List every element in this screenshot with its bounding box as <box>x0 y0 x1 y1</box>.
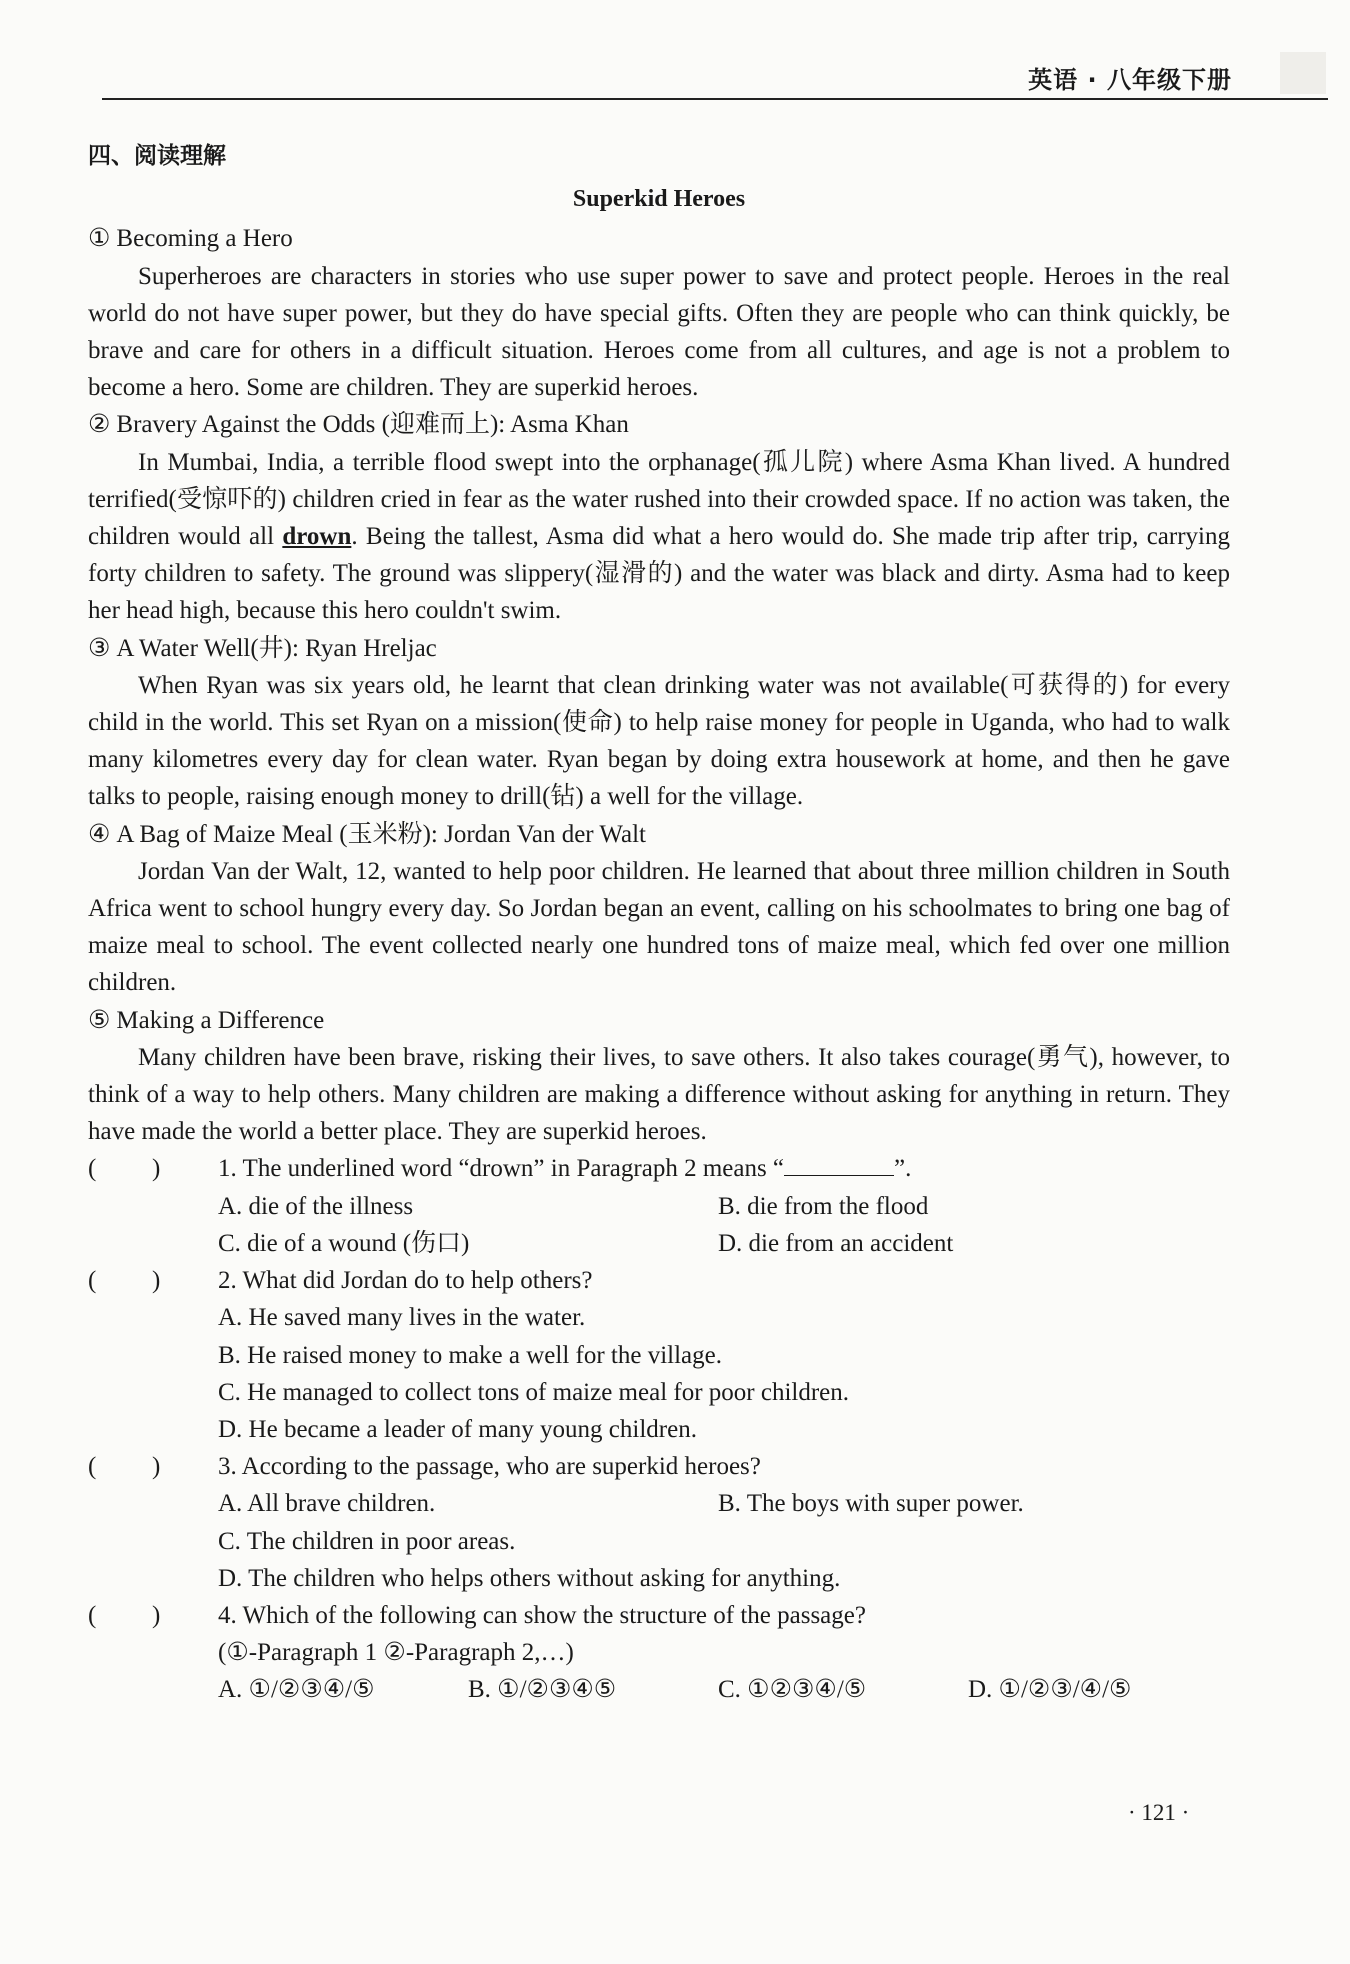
options <box>218 1188 1230 1262</box>
paragraph-1-text: Superheroes are characters in stories who use super power to save and protect people. Heroes in the real world do not have super power, but they do have special gifts. Often they are people who can think quickly, be brave and care for others in a difficult situation. Heroes come from all cultures, and age is not a problem to become a hero. Some are children. They are superkid heroes. <box>88 262 1230 402</box>
fill-in-blank <box>784 1153 894 1176</box>
paragraph-heading-text: Becoming a Hero <box>116 225 293 253</box>
option-c: C. He managed to collect tons of maize meal for poor children. <box>218 1378 850 1406</box>
article-title: Superkid Heroes <box>572 186 746 213</box>
option-c: C. die of a wound (伤口) <box>218 1229 470 1257</box>
option-b: B. The boys with super power. <box>718 1490 1024 1518</box>
option-a: A. die of the illness <box>218 1192 414 1220</box>
paragraph-heading-text: A Water Well(井): Ryan Hreljac <box>116 634 437 662</box>
paragraph-number: ① <box>88 225 111 253</box>
page-edge-mark <box>1280 52 1326 94</box>
question-stem: 1. The underlined word “drown” in Paragraph 2 means “ ”. <box>218 1155 912 1183</box>
page-number: · 121 · <box>1128 1800 1190 1825</box>
options <box>218 1485 1230 1597</box>
page-content <box>88 138 1230 1709</box>
option-c: C. ①②③④/⑤ <box>718 1676 867 1704</box>
option-d: D. He became a leader of many young children. <box>218 1415 697 1443</box>
question-3: ( ) 3. According to the passage, who are superkid heroes? A. All brave children. B. The boys with super power. C. The children in poor areas. D. The children who helps others without asking for anything. <box>88 1448 1230 1597</box>
question-stem: 2. What did Jordan do to help others? <box>218 1267 593 1295</box>
book-header-title: 英语 · 八年级下册 <box>1028 66 1232 94</box>
option-d: D. die from an accident <box>718 1229 954 1257</box>
paragraph-2-text <box>88 444 1230 630</box>
option-b: B. He raised money to make a well for the village. <box>218 1341 723 1369</box>
paragraph-heading-text: Making a Difference <box>116 1006 325 1034</box>
option-d: D. ①/②③/④/⑤ <box>968 1676 1132 1704</box>
section-heading: 四、阅读理解 <box>88 143 226 169</box>
paragraph-number: ④ <box>88 820 111 848</box>
question-stem: 4. Which of the following can show the structure of the passage? <box>218 1601 866 1629</box>
option-a: A. ①/②③④/⑤ <box>218 1676 375 1704</box>
paragraph-heading-text: Bravery Against the Odds (迎难而上): Asma Khan <box>116 411 629 439</box>
option-b: B. ①/②③④⑤ <box>468 1676 617 1704</box>
paragraph-2-text-before: In Mumbai, India, a terrible flood swept into the orphanage(孤儿院) where Asma Khan lived. A hundred terrified(受惊吓的) children cried in fear as the water rushed into their crowded space. If no action was taken, the children would all <box>88 448 1230 551</box>
question-1: ( ) 1. The underlined word “drown” in Paragraph 2 means “ ”. A. die of the illness B. die from the flood C. die of a wound (伤口) D. die from an accident <box>88 1150 1230 1262</box>
underlined-word: drown <box>282 523 352 551</box>
options <box>218 1299 1230 1448</box>
paragraph-heading-4 <box>88 816 1230 853</box>
paragraph-4-text: Jordan Van der Walt, 12, wanted to help poor children. He learned that about three million children in South Africa went to school hungry every day. So Jordan began an event, calling on his schoolmates to bring one bag of maize meal to school. The event collected nearly one hundred tons of maize meal, which fed over one million children. <box>88 857 1230 997</box>
paragraph-heading-text: A Bag of Maize Meal (玉米粉): Jordan Van der Walt <box>116 820 646 848</box>
paragraph-number: ② <box>88 411 111 439</box>
option-d: D. The children who helps others without asking for anything. <box>218 1564 841 1592</box>
question-stem: 3. According to the passage, who are superkid heroes? <box>218 1453 761 1481</box>
header-rule <box>102 98 1328 100</box>
paragraph-heading-1 <box>88 220 1230 257</box>
option-c: C. The children in poor areas. <box>218 1527 516 1555</box>
paragraph-heading-5 <box>88 1002 1230 1039</box>
paragraph-heading-2 <box>88 406 1230 443</box>
option-b: B. die from the flood <box>718 1192 929 1220</box>
paragraph-number: ⑤ <box>88 1006 111 1034</box>
question-note: (①-Paragraph 1 ②-Paragraph 2,…) <box>218 1639 574 1667</box>
option-a: A. He saved many lives in the water. <box>218 1304 586 1332</box>
question-2: ( ) 2. What did Jordan do to help others? A. He saved many lives in the water. B. He raised money to make a well for the village. C. He managed to collect tons of maize meal for poor children. D. He became a leader of many young children. <box>88 1262 1230 1448</box>
paragraph-3-text: When Ryan was six years old, he learnt that clean drinking water was not available(可获得的) for every child in the world. This set Ryan on a mission(使命) to help raise money for people in Uganda, who had to walk many kilometres every day for clean water. Ryan began by doing extra housework at home, and then he gave talks to people, raising enough money to drill(钻) a well for the village. <box>88 671 1230 811</box>
paragraph-2-text-after: . Being the tallest, Asma did what a hero would do. She made trip after trip, carrying forty children to safety. The ground was slippery(湿滑的) and the water was black and dirty. Asma had to keep her head high, because this hero couldn't swim. <box>88 523 1230 625</box>
paragraph-number: ③ <box>88 634 111 662</box>
question-4: ( ) 4. Which of the following can show the structure of the passage? (①-Paragraph 1 ②-Paragraph 2,…) A. ①/②③④/⑤ B. ①/②③④⑤ C. ①②③④/⑤ D. ①/②③/④/⑤ <box>88 1597 1230 1709</box>
paragraph-5-text: Many children have been brave, risking their lives, to save others. It also takes courage(勇气), however, to think of a way to help others. Many children are making a difference without asking for anything in return. They have made the world a better place. They are superkid heroes. <box>88 1043 1230 1146</box>
paragraph-heading-3 <box>88 630 1230 667</box>
option-a: A. All brave children. <box>218 1490 436 1518</box>
options <box>218 1671 1230 1708</box>
